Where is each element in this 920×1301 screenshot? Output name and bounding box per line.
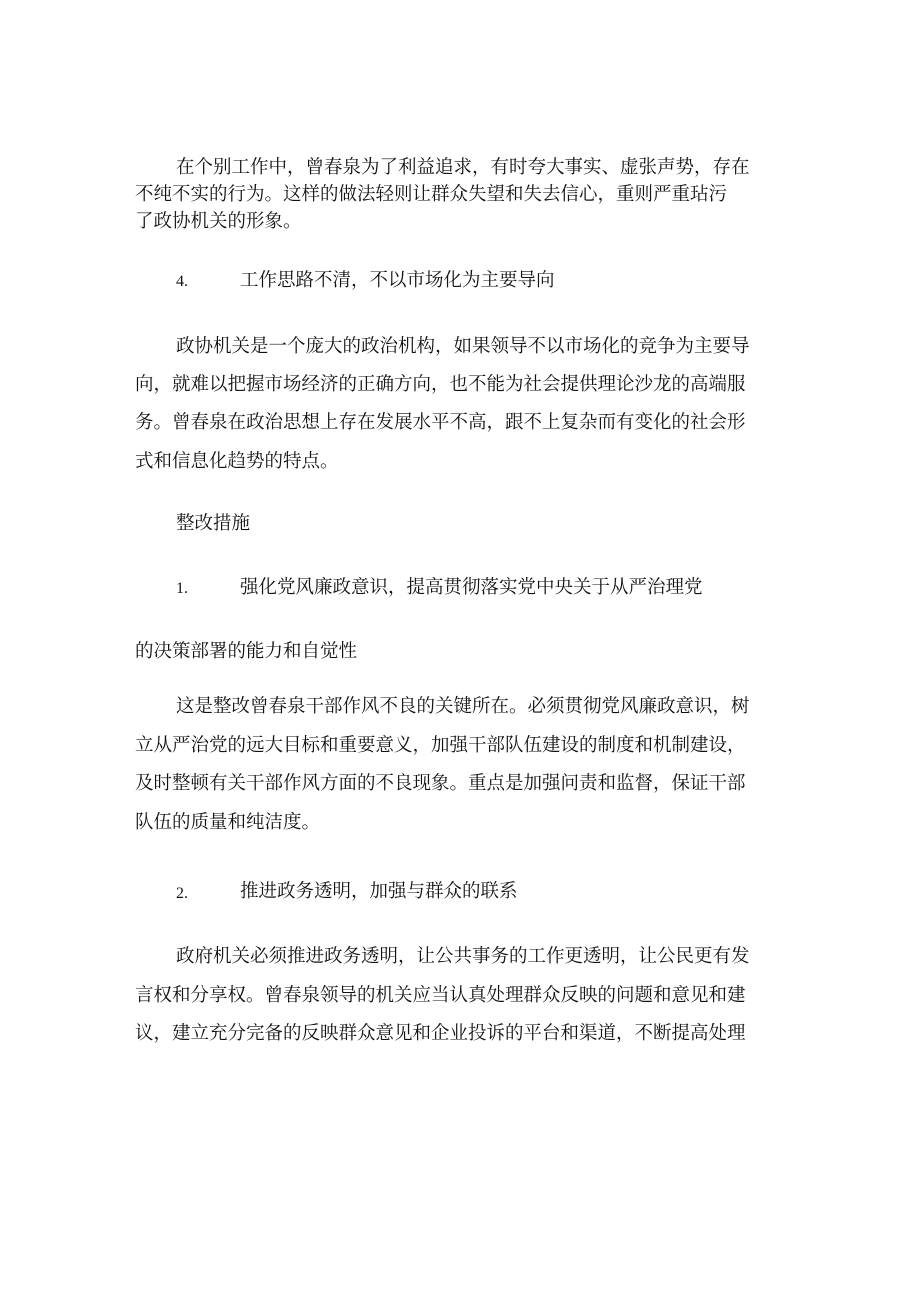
paragraph-line: 这是整改曾春泉干部作风不良的关键所在。必须贯彻党风廉政意识，树 xyxy=(176,696,750,717)
list-number: 4. xyxy=(176,273,188,290)
list-item-text: 强化党风廉政意识，提高贯彻落实党中央关于从严治理党 xyxy=(240,577,703,598)
paragraph-line: 言权和分享权。曾春泉领导的机关应当认真处理群众反映的问题和意见和建 xyxy=(135,985,746,1006)
paragraph-line: 政协机关是一个庞大的政治机构，如果领导不以市场化的竞争为主要导 xyxy=(176,336,750,357)
section-heading: 整改措施 xyxy=(176,513,251,534)
paragraph-line: 议，建立充分完备的反映群众意见和企业投诉的平台和渠道，不断提高处理 xyxy=(135,1023,746,1044)
paragraph-line: 务。曾春泉在政治思想上存在发展水平不高，跟不上复杂而有变化的社会形 xyxy=(135,412,746,433)
paragraph-line: 及时整顿有关干部作风方面的不良现象。重点是加强问责和监督，保证干部 xyxy=(135,773,746,794)
paragraph-line: 了政协机关的形象。 xyxy=(135,211,302,232)
paragraph-line: 立从严治党的远大目标和重要意义，加强干部队伍建设的制度和机制建设， xyxy=(135,735,746,756)
paragraph-line: 向，就难以把握市场经济的正确方向，也不能为社会提供理论沙龙的高端服 xyxy=(135,374,746,395)
paragraph-line: 队伍的质量和纯洁度。 xyxy=(135,812,321,833)
paragraph-line: 在个别工作中，曾春泉为了利益追求，有时夸大事实、虚张声势，存在 xyxy=(176,157,750,178)
list-item-continuation: 的决策部署的能力和自觉性 xyxy=(135,641,358,662)
list-number: 1. xyxy=(176,580,188,597)
paragraph-line: 式和信息化趋势的特点。 xyxy=(135,451,339,472)
paragraph-line: 不纯不实的行为。这样的做法轻则让群众失望和失去信心，重则严重玷污 xyxy=(135,184,728,205)
list-item-text: 推进政务透明，加强与群众的联系 xyxy=(240,881,518,902)
paragraph-line: 政府机关必须推进政务透明，让公共事务的工作更透明，让公民更有发 xyxy=(176,946,750,967)
list-number: 2. xyxy=(176,885,188,902)
list-item-text: 工作思路不清，不以市场化为主要导向 xyxy=(240,270,555,291)
